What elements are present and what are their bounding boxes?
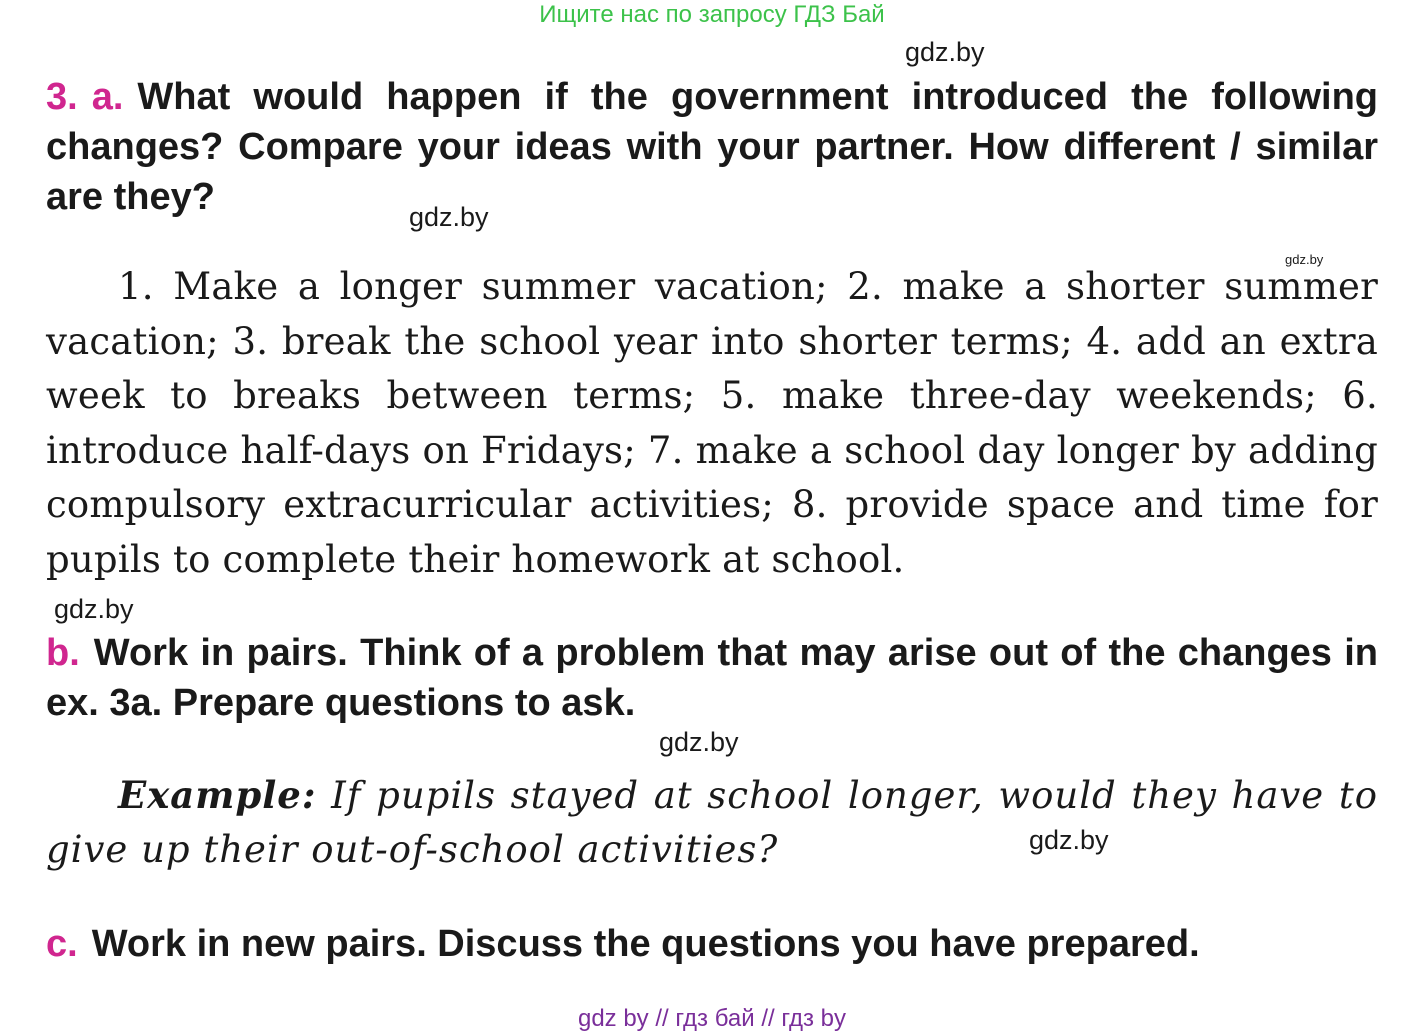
task-number: 3. bbox=[46, 76, 78, 118]
watermark: gdz.by bbox=[54, 594, 134, 624]
task-3a bbox=[46, 72, 1378, 222]
task-3b-text: Work in pairs. Think of a problem that may arise out of the changes in ex. 3a. Prepare questions to ask. bbox=[46, 632, 1378, 724]
watermark: gdz.by bbox=[1029, 825, 1109, 855]
task-3c bbox=[46, 919, 1378, 969]
site-header: Ищите нас по запросу ГДЗ Бай bbox=[539, 1, 885, 28]
task-3c-text: Work in new pairs. Discuss the questions you have prepared. bbox=[91, 923, 1200, 965]
watermark: gdz.by bbox=[905, 37, 985, 67]
task-3b bbox=[46, 628, 1378, 728]
changes-list: 1. Make a longer summer vacation; 2. make a shorter summer vacation; 3. break the school year into shorter terms; 4. add an extra week to breaks between terms; 5. make three-day weekends; 6. introduce half-days on Fridays; 7. make a school day longer by adding compulsory extracurricular activities; 8. provide space and time for pupils to complete their homework at school. bbox=[46, 265, 1378, 581]
example bbox=[46, 768, 1378, 877]
watermark: gdz.by bbox=[409, 202, 489, 232]
example-label: Example: bbox=[118, 773, 317, 817]
task-letter: c. bbox=[46, 923, 78, 965]
watermark: gdz.by bbox=[659, 727, 739, 757]
example-text: If pupils stayed at school longer, would they have to give up their out-of-school activities? bbox=[46, 774, 1378, 871]
footer-links: gdz by // гдз бай // гдз by bbox=[577, 1005, 847, 1032]
task-letter: b. bbox=[46, 632, 80, 674]
watermark: gdz.by bbox=[1285, 252, 1324, 267]
task-3a-text: What would happen if the government introduced the following changes? Compare your ideas with your partner. How different / similar are they? bbox=[46, 76, 1378, 218]
task-letter: a. bbox=[91, 76, 124, 118]
